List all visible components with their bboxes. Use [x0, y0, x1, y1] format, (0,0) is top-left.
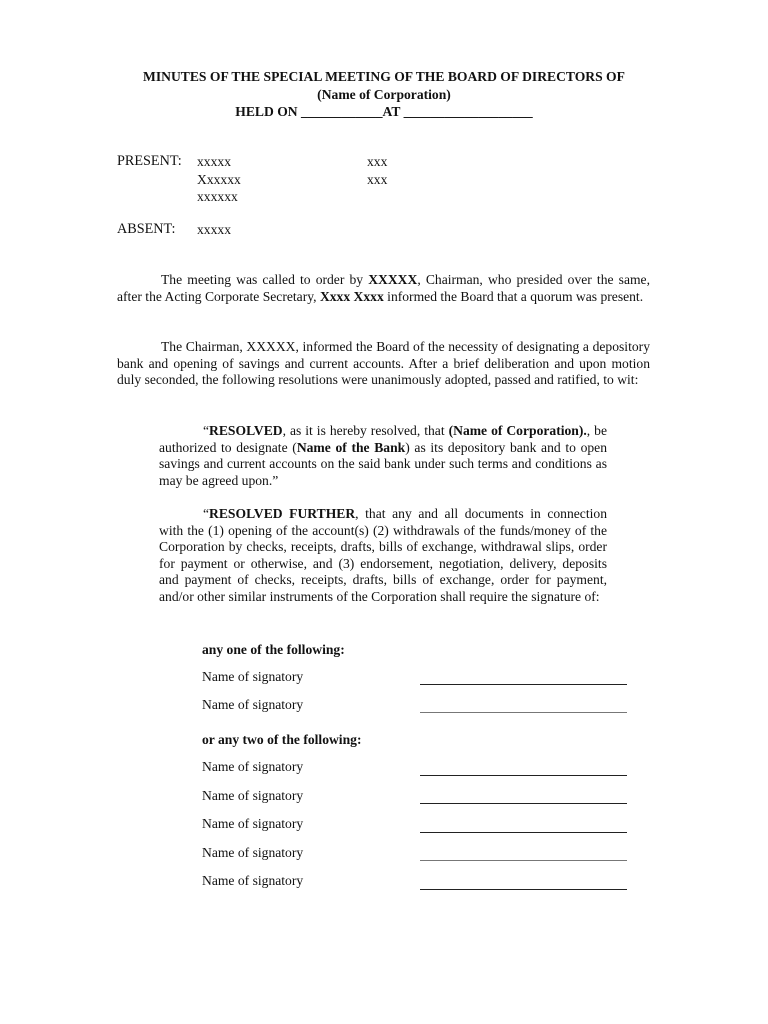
present-member: xxxxxx [197, 189, 238, 204]
signatory-label: Name of signatory [202, 816, 304, 831]
signature-line[interactable] [420, 775, 627, 776]
present-member: xxxxx [197, 154, 231, 169]
secretary-name: Xxxx Xxxx [319, 288, 384, 304]
held-on-line: HELD ON ____________AT ___________________ [235, 104, 533, 119]
chairman-name: XXXXX [368, 272, 418, 287]
present-member: xxx [367, 154, 388, 169]
signature-line[interactable] [420, 860, 627, 861]
signatory-group-heading: or any two of the following: [202, 732, 362, 747]
signatory-label: Name of signatory [202, 873, 304, 888]
signature-line[interactable] [420, 889, 627, 890]
resolved-keyword: RESOLVED [209, 423, 283, 438]
bank-name: Name of the Bank [296, 439, 406, 455]
present-member: Xxxxxx [197, 172, 241, 187]
signatory-label: Name of signatory [202, 845, 304, 860]
signatory-label: Name of signatory [202, 759, 304, 774]
signature-line[interactable] [420, 832, 627, 833]
signature-line[interactable] [420, 684, 627, 685]
signatory-group-heading: any one of the following: [202, 642, 345, 657]
absent-label: ABSENT: [117, 221, 176, 237]
signature-line[interactable] [420, 803, 627, 804]
signature-line[interactable] [420, 712, 627, 713]
present-label: PRESENT: [117, 153, 182, 169]
corporation-name: (Name of Corporation). [448, 423, 587, 438]
signatory-label: Name of signatory [202, 697, 304, 712]
resolution-intro-paragraph: The Chairman, XXXXX, informed the Board of the necessity of designating a depository bank and opening of savings and current accounts. After a brief deliberation and upon motion duly seconded, the following resolutions were unanimously adopted, passed and ratified, to wit: [117, 339, 650, 388]
document-title: MINUTES OF THE SPECIAL MEETING OF THE BOARD OF DIRECTORS OF [143, 69, 625, 84]
call-to-order-paragraph: The meeting was called to order by XXXXX, Chairman, who presided over the same, after the Acting Corporate Secretary, Xxxx Xxxx informed the Board that a quorum was present. [117, 272, 650, 304]
resolved-paragraph: “RESOLVED, as it is hereby resolved, that (Name of Corporation)., be authorized to designate (Name of the Bank) as its depository bank and to open savings and current accounts on the said bank under such terms and conditions as may be agreed upon.” [159, 423, 608, 488]
signatory-label: Name of signatory [202, 669, 304, 684]
absent-member: xxxxx [197, 222, 231, 237]
resolved-further-paragraph: “RESOLVED FURTHER, that any and all documents in connection with the (1) opening of the account(s) (2) withdrawals of the funds/money of the Corporation by checks, receipts, drafts, bills of exchange, withdrawal slips, order for payment or otherwise, and (3) endorsement, negotiation, delivery, deposits and payment of checks, receipts, drafts, bills of exchange, order for payment, and/or other similar instruments of the Corporation shall require the signature of: [159, 506, 607, 604]
present-member: xxx [367, 172, 388, 187]
resolved-further-keyword: RESOLVED FURTHER [209, 506, 356, 521]
corporation-name-heading: (Name of Corporation) [317, 87, 451, 102]
signatory-label: Name of signatory [202, 788, 304, 803]
